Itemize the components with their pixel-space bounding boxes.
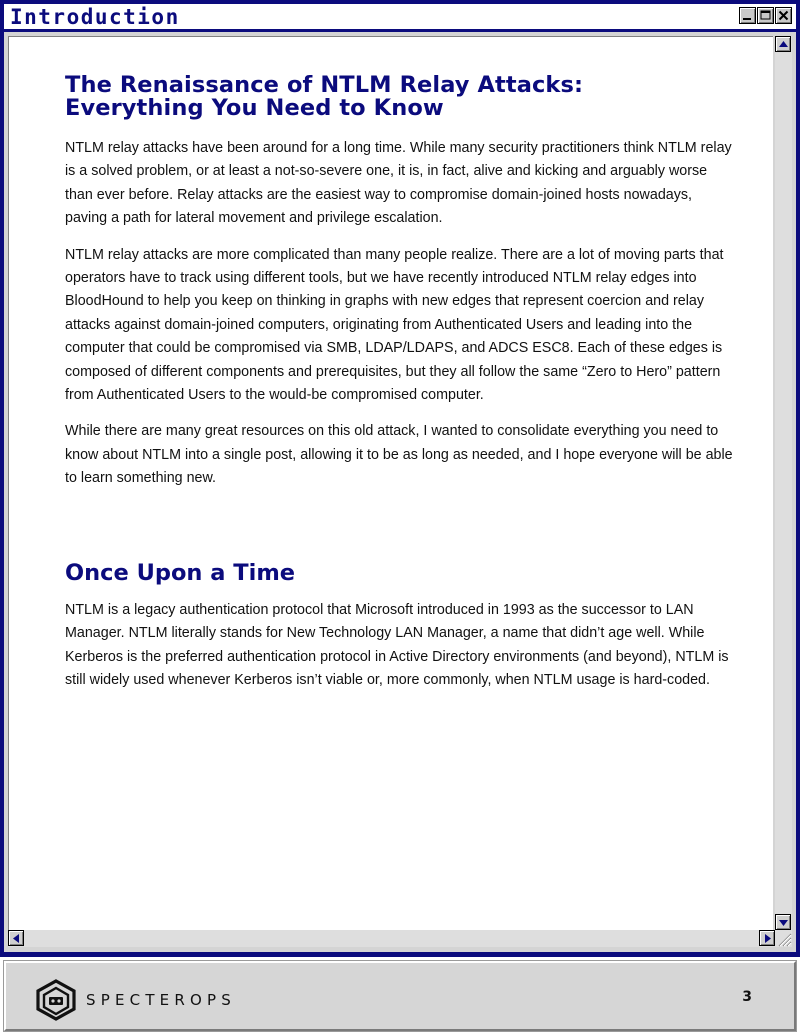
document-viewport[interactable] <box>8 36 773 930</box>
window-controls <box>739 7 792 24</box>
specterops-logo-icon <box>34 979 78 1021</box>
scroll-down-button[interactable] <box>775 914 791 930</box>
page-footer <box>0 957 800 1035</box>
page-number: 3 <box>742 989 752 1005</box>
horizontal-scrollbar[interactable] <box>8 930 775 947</box>
section-paragraph: NTLM is a legacy authentication protocol that Microsoft introduced in 1993 as the successor to LAN Manager. NTLM literally stands for New Technology LAN Manager, a name that didn’t age well. While Kerberos is the preferred authentication protocol in Active Directory environments (and beyond), NTLM is still widely used whenever Kerberos isn’t viable or, more commonly, when NTLM usage is hard-coded. <box>65 601 729 688</box>
intro-paragraph-1: NTLM relay attacks have been around for a long time. While many security practitioners think NTLM relay is a solved problem, or at least a not-so-severe one, it is, in fact, alive and kicking and arguably worse than ever before. Relay attacks are the easiest way to compromise domain-joined hosts nowadays, paving a path for lateral movement and privilege escalation. <box>65 140 732 227</box>
scroll-right-button[interactable] <box>759 930 775 946</box>
footer-bar <box>4 961 796 1031</box>
vertical-scrollbar[interactable] <box>775 36 792 930</box>
close-button[interactable] <box>775 7 792 24</box>
title-bar[interactable] <box>4 4 796 29</box>
intro-paragraph-3: While there are many great resources on this old attack, I wanted to consolidate everything you need to know about NTLM into a single post, allowing it to be as long as needed, and I hope everyone will be able to learn something new. <box>65 423 733 487</box>
maximize-icon <box>758 8 773 23</box>
brand-name: SPECTEROPS <box>86 991 236 1009</box>
window-client-area <box>4 32 796 952</box>
article-title-line-2: Everything You Need to Know <box>65 95 444 121</box>
section-heading: Once Upon a Time <box>65 559 296 586</box>
resize-grip-icon <box>775 930 792 947</box>
arrow-down-icon <box>778 917 789 928</box>
minimize-icon <box>740 8 755 23</box>
article-title <box>65 74 735 120</box>
resize-grip[interactable] <box>775 930 792 947</box>
scroll-left-button[interactable] <box>8 930 24 946</box>
arrow-right-icon <box>762 933 773 944</box>
article <box>65 74 735 692</box>
scroll-up-button[interactable] <box>775 36 791 52</box>
close-icon <box>776 8 791 23</box>
arrow-up-icon <box>778 39 789 50</box>
arrow-left-icon <box>11 933 22 944</box>
maximize-button[interactable] <box>757 7 774 24</box>
article-title-line-1: The Renaissance of NTLM Relay Attacks: <box>65 72 584 98</box>
intro-paragraph-2: NTLM relay attacks are more complicated than many people realize. There are a lot of moving parts that operators have to track using different tools, but we have recently introduced NTLM relay edges into BloodHound to help you keep on thinking in graphs with new edges that represent coercion and relay attacks against domain-joined computers, originating from Authenticated Users and leading into the computer that could be compromised via SMB, LDAP/LDAPS, and ADCS ESC8. Each of these edges is composed of different components and prerequisites, but they all follow the same “Zero to Hero” pattern from Authenticated Users to the would-be compromised computer. <box>65 246 724 404</box>
minimize-button[interactable] <box>739 7 756 24</box>
window-title: Introduction <box>10 5 180 29</box>
